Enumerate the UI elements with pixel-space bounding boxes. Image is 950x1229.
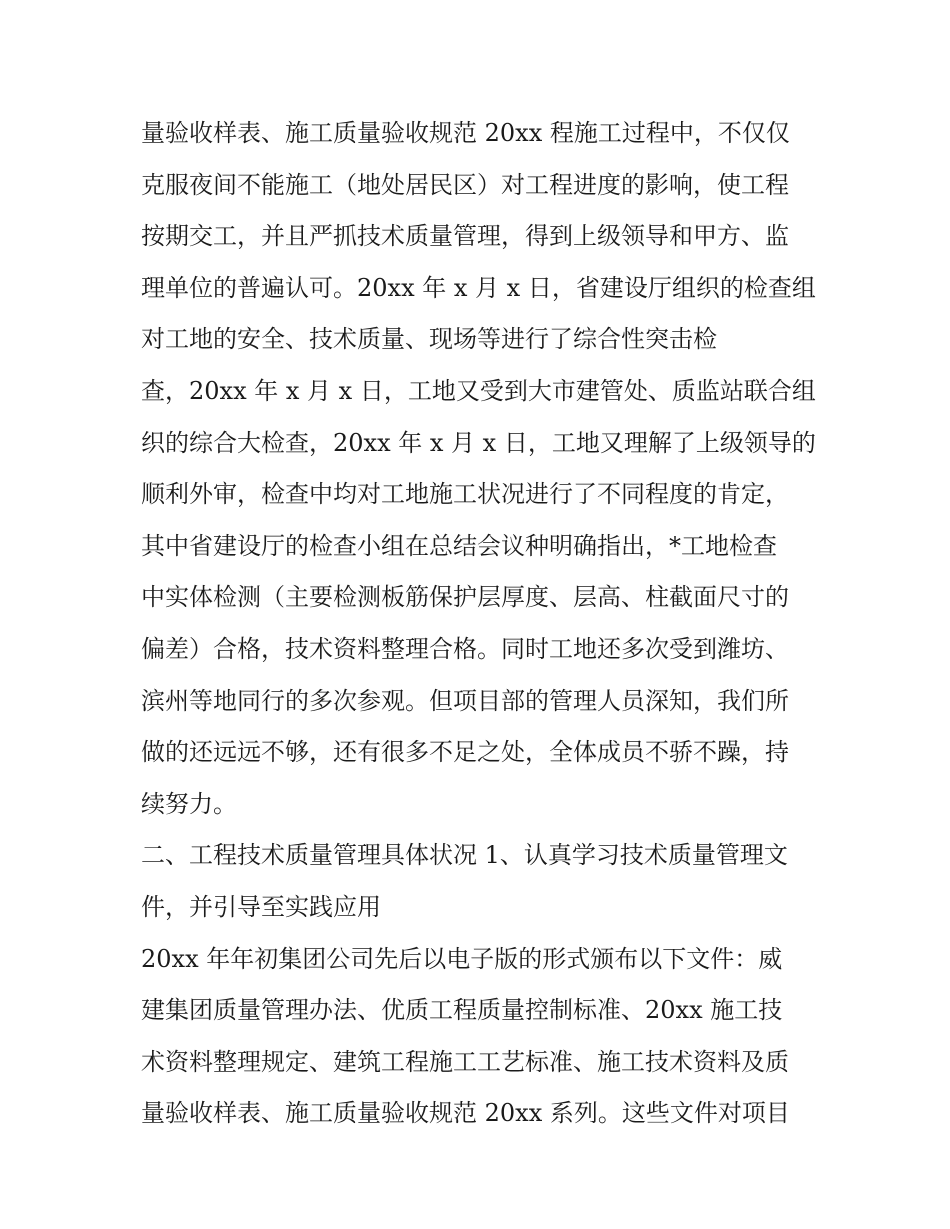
section-heading-line: 件，并引导至实践应用 <box>141 892 381 921</box>
text-line: 偏差）合格，技术资料整理合格。同时工地还多次受到潍坊、 <box>141 634 789 663</box>
text-line: 量验收样表、施工质量验收规范 20xx 系列。这些文件对项目 <box>141 1099 790 1128</box>
text-line: 量验收样表、施工质量验收规范 20xx 程施工过程中，不仅仅 <box>141 119 790 147</box>
text-line: 顺利外审，检查中均对工地施工状况进行了不同程度的肯定， <box>141 480 789 509</box>
section-heading-line: 二、工程技术质量管理具体状况 1、认真学习技术质量管理文 <box>141 841 788 870</box>
text-line: 对工地的安全、技术质量、现场等进行了综合性突击检 <box>141 325 717 354</box>
text-line: 术资料整理规定、建筑工程施工工艺标准、施工技术资料及质 <box>141 1047 789 1076</box>
text-line: 20xx 年年初集团公司先后以电子版的形式颁布以下文件：威 <box>141 944 783 973</box>
text-line: 查，20xx 年 x 月 x 日，工地又受到大市建管处、质监站联合组 <box>141 376 816 405</box>
body-text <box>141 108 821 1140</box>
text-line: 中实体检测（主要检测板筋保护层厚度、层高、柱截面尺寸的 <box>141 583 789 612</box>
text-line: 建集团质量管理办法、优质工程质量控制标准、20xx 施工技 <box>141 996 783 1025</box>
text-line: 续努力。 <box>141 789 237 818</box>
text-line: 按期交工，并且严抓技术质量管理，得到上级领导和甲方、监 <box>141 222 789 251</box>
text-line: 克服夜间不能施工（地处居民区）对工程进度的影响，使工程 <box>141 170 789 199</box>
text-line: 理单位的普遍认可。20xx 年 x 月 x 日，省建设厅组织的检查组 <box>141 273 816 302</box>
text-line: 做的还远远不够，还有很多不足之处，全体成员不骄不躁，持 <box>141 738 789 767</box>
text-line: 织的综合大检查，20xx 年 x 月 x 日，工地又理解了上级领导的 <box>141 428 816 457</box>
text-line: 其中省建设厅的检查小组在总结会议种明确指出，*工地检查 <box>141 531 777 560</box>
text-line: 滨州等地同行的多次参观。但项目部的管理人员深知，我们所 <box>141 686 789 715</box>
